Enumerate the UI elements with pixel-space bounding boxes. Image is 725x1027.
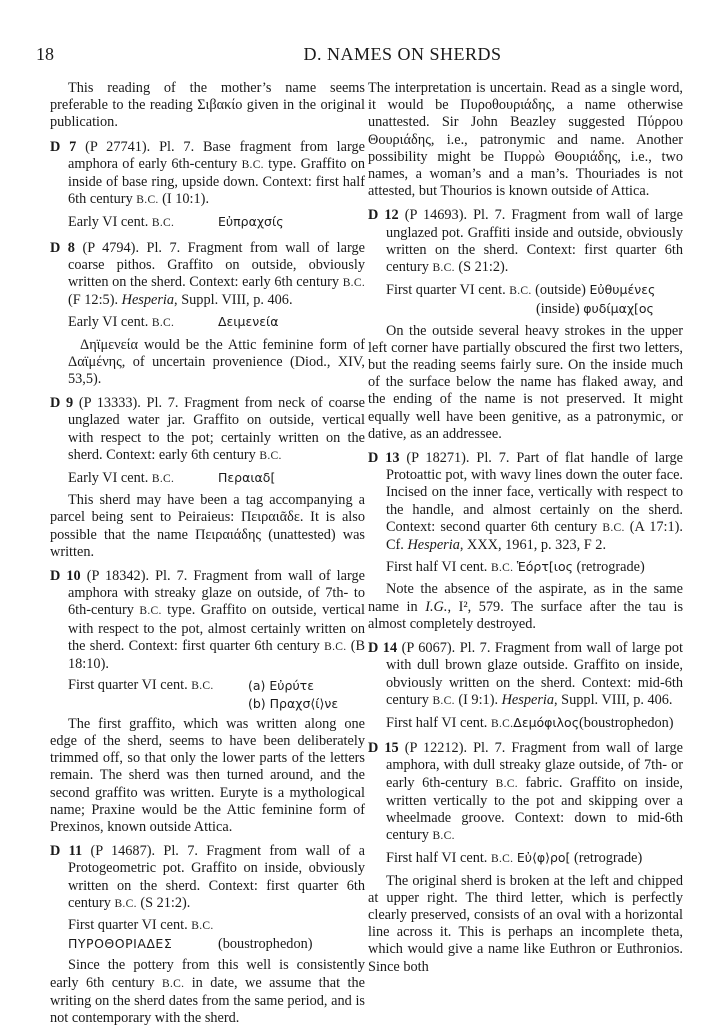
- entry-text: (P 27741). Pl. 7. Base fragment from large amphora of early 6th-century: [68, 138, 365, 172]
- greek-name: Εὐ⟨φ⟩ρο[: [516, 850, 571, 866]
- era-label: B.C.: [191, 680, 214, 693]
- date-line: [368, 849, 683, 868]
- commentary: [368, 581, 683, 633]
- era-label: B.C.: [151, 217, 175, 230]
- commentary: On the outside several heavy strokes in the upper left corner have partially obscured the first two letters, but the reading seems fairly sure. On the inside much of the surface below the name has flaked away, and the ending of the name is not preserved. It might equally well have been genitive, as a patronymic, or dative, as an addressee.: [368, 322, 683, 442]
- right-column: [368, 80, 683, 976]
- entry-text: (S 21:2).: [454, 259, 509, 276]
- era-label: B.C.: [602, 521, 625, 534]
- date-text: First quarter VI cent.: [68, 677, 192, 694]
- entry-text: (I 10:1).: [158, 191, 210, 208]
- name-note: (retrograde): [574, 850, 643, 867]
- commentary: The original sherd is broken at the left and chipped at upper right. The third letter, which is perfectly clearly preserved, consists of an oval with a horizontal line across it. This is perhaps an incomplete theta, which would give a name like Euthron or Euthronios. Since both: [368, 872, 683, 975]
- name-note: (boustrophedon): [218, 936, 313, 953]
- date-line: [50, 677, 365, 711]
- era-label: B.C.: [161, 977, 185, 990]
- entry-text: type. Graffito on inside of base ring, upside down. Context: first half 6th century: [68, 155, 365, 208]
- entry-d8: [50, 240, 365, 310]
- greek-reading-b: (b) Πραχσ⟨ί⟩νε: [248, 695, 339, 711]
- date-line: [50, 313, 365, 332]
- date-line: [50, 917, 365, 935]
- date-line: [50, 469, 365, 488]
- era-label: B.C.: [114, 897, 137, 910]
- entry-text: , XXX, 1961, p. 323, F 2.: [459, 537, 607, 554]
- era-label: B.C.: [432, 694, 455, 707]
- entry-id: D 7: [50, 138, 77, 155]
- d11-continuation: The interpretation is uncertain. Read as a single word, it would be Πυροθουριάδης, a name otherwise unattested. Sir John Beazley suggested Πύρρου Θουριάδης, i.e., patronymic and name. Another possibility might be Πυρρὼ Θουριάδης, i.e., two names, a woman’s and a man’s. Thouriades is not attested, but Thourios is known outside of Attica.: [368, 80, 683, 200]
- entry-id: D 15: [368, 740, 399, 757]
- era-label: B.C.: [490, 562, 514, 575]
- commentary-text: Since the pottery from this well is consistently early 6th century: [50, 957, 365, 991]
- entry-text: type. Graffito on outside, vertical with respect to the pot, almost certainly written on the sherd. Context: first quarter 6th century: [68, 602, 365, 654]
- entry-text: (P 18342). Pl. 7. Fragment from wall of large amphora with streaky glaze on outside, of 7th- to 6th-century: [68, 568, 365, 619]
- entry-id: D 14: [368, 640, 398, 657]
- greek-line: [368, 300, 683, 318]
- era-label: B.C.: [490, 853, 514, 866]
- entry-d9: [50, 395, 365, 465]
- page-header: [36, 44, 689, 68]
- era-label: B.C.: [324, 640, 347, 653]
- date-text: First quarter VI cent.: [68, 916, 192, 933]
- greek-name: ΠΥΡΟΘΟΡΙΑΔΕΣ: [68, 936, 173, 952]
- intro-paragraph: This reading of the mother’s name seems preferable to the reading Σιβακίο given in the original publication.: [50, 80, 365, 131]
- greek-name: Περαιαδ[: [218, 470, 276, 486]
- greek-reading-a: (a) Εὐρύτε: [248, 678, 314, 694]
- era-label: B.C.: [191, 919, 214, 932]
- entry-d14: [368, 640, 683, 710]
- date-text: First half VI cent.: [386, 850, 491, 867]
- entry-id: D 9: [50, 395, 74, 412]
- entry-text: (P 18271). Pl. 7. Part of flat handle of large Protoattic pot, with wavy lines down the outer face. Incised on the inner face, vertically with respect to the handle, and almost certainly on the sherd. Context: second quarter 6th century: [386, 450, 683, 535]
- date-line: [368, 281, 683, 300]
- entry-text: fabric. Graffito on inside, written vertically to the pot and skipping over a wheelmade groove. Context: down to mid-6th century: [386, 774, 684, 844]
- name-note: (retrograde): [576, 559, 645, 576]
- entry-d15: [368, 740, 683, 845]
- entry-id: D 8: [50, 239, 75, 256]
- era-label: B.C.: [432, 830, 455, 843]
- left-column: [50, 80, 365, 1027]
- commentary: This sherd may have been a tag accompanying a parcel being sent to Peiraieus: Πειραιᾶδε. It is also possible that the name Πειραιάδης (unattested) was written.: [50, 492, 365, 560]
- side-label: (inside): [536, 301, 580, 318]
- commentary-text: Note the absence of the aspirate, as in the same name in: [368, 581, 683, 615]
- commentary-text: in date, we assume that the writing on the sherd dates from the same period, and is not contemporary with the sherd.: [50, 974, 365, 1026]
- entry-d12: [368, 207, 683, 277]
- entry-id: D 12: [368, 207, 399, 224]
- page-number: 18: [36, 44, 54, 64]
- journal-title: Hesperia: [501, 691, 555, 708]
- greek-name: Εὐπραχσίς: [218, 214, 284, 230]
- date-line: [368, 714, 683, 733]
- greek-name: Ἑόρτ[ιος: [516, 559, 573, 575]
- era-label: B.C.: [432, 262, 455, 275]
- entry-text: (S 21:2).: [136, 894, 191, 911]
- entry-d11: [50, 843, 365, 913]
- entry-text: (P 6067). Pl. 7. Fragment from wall of large pot with dull brown glaze outside. Graffito on inside, obviously written on the sherd. Context: mid-6th century: [386, 640, 683, 708]
- entry-id: D 11: [50, 843, 83, 860]
- commentary: The first graffito, which was written along one edge of the sherd, seems to have been deliberately trimmed off, so that only the lower parts of the letters remain. The sherd was then turned around, and the second graffito was written. Euryte is a mythological name; Praxine would be the Attic feminine form of Prexinos, known outside Attica.: [50, 715, 365, 835]
- entry-text: (P 12212). Pl. 7. Fragment from wall of large amphora, with dull streaky glaze outside, of 7th- or early 6th-century: [386, 740, 683, 791]
- greek-name: Δειμενεία: [218, 314, 279, 330]
- commentary-text: , I², 579. The surface after the tau is almost completely destroyed.: [368, 598, 684, 632]
- era-label: B.C.: [509, 285, 532, 298]
- entry-d13: [368, 450, 683, 554]
- entry-text: (I 9:1).: [454, 691, 502, 708]
- entry-text: (A 17:1). Cf.: [386, 518, 683, 554]
- entry-text: (P 14693). Pl. 7. Fragment from wall of large unglazed pot. Graffiti inside and outside, obviously written on the sherd. Context: first quarter 6th century: [386, 207, 683, 276]
- era-label: B.C.: [490, 717, 514, 730]
- commentary: [50, 957, 365, 1027]
- name-note: (boustrophedon): [579, 714, 674, 731]
- era-label: B.C.: [259, 449, 282, 462]
- entry-text: (B 18:10).: [68, 637, 365, 673]
- entry-text: (F 12:5).: [68, 292, 122, 309]
- entry-text: , Suppl. VIII, p. 406.: [554, 691, 673, 708]
- date-text: Early VI cent.: [68, 314, 152, 331]
- date-text: First half VI cent.: [386, 559, 491, 576]
- entry-id: D 13: [368, 450, 400, 467]
- journal-title: Hesperia: [407, 537, 460, 554]
- era-label: B.C.: [151, 473, 175, 486]
- era-label: B.C.: [139, 605, 162, 618]
- entry-text: (P 4794). Pl. 7. Fragment from wall of large coarse pithos. Graffito on outside, obviously written on the sherd. Context: early 6th century: [68, 239, 365, 291]
- greek-name: Δεμόφιλος: [513, 714, 580, 730]
- entry-text: , Suppl. VIII, p. 406.: [174, 292, 293, 309]
- era-label: B.C.: [241, 158, 264, 171]
- era-label: B.C.: [136, 194, 159, 207]
- entry-text: (P 14687). Pl. 7. Fragment from wall of a Protogeometric pot. Graffito on inside, obviously written on the sherd. Context: first quarter 6th century: [68, 843, 365, 911]
- entry-id: D 10: [50, 568, 81, 585]
- greek-name: φυδίμαχ[ος: [583, 301, 654, 317]
- entry-text: (P 13333). Pl. 7. Fragment from neck of coarse unglazed water jar. Graffito on outside, vertical with respect to the pot; certainly written on the sherd. Context: early 6th century: [68, 395, 365, 463]
- running-head: D. NAMES ON SHERDS: [303, 44, 502, 64]
- date-text: First quarter VI cent.: [386, 282, 510, 299]
- date-text: First half VI cent.: [386, 714, 491, 731]
- date-line: [368, 558, 683, 577]
- entry-note: Δηϊμενεία would be the Attic feminine form of Δαϊμένης, of uncertain provenience (Diod., XIV, 53,5).: [68, 336, 365, 388]
- date-text: Early VI cent.: [68, 214, 152, 231]
- entry-d7: [50, 139, 365, 210]
- era-label: B.C.: [151, 317, 175, 330]
- entry-d10: [50, 568, 365, 673]
- side-label: (outside): [535, 282, 586, 299]
- journal-title: Hesperia: [121, 292, 175, 309]
- greek-name: Εὐθυμένες: [589, 282, 656, 298]
- date-text: Early VI cent.: [68, 470, 152, 487]
- era-label: B.C.: [495, 777, 518, 790]
- date-line: [50, 213, 365, 232]
- greek-line: [50, 935, 365, 953]
- era-label: B.C.: [342, 277, 365, 290]
- citation: I.G.: [425, 598, 448, 615]
